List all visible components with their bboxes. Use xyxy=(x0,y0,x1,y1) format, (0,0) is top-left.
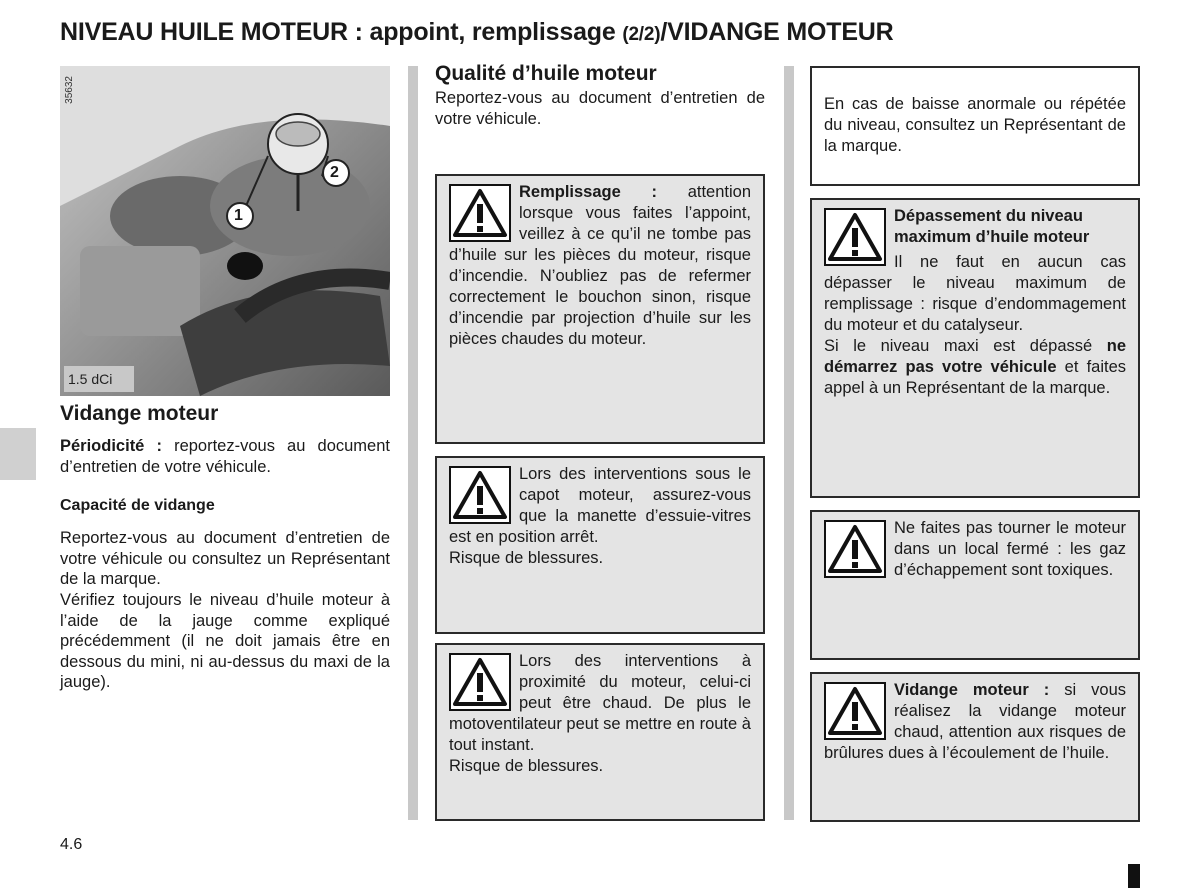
warning-triangle-icon xyxy=(824,682,886,740)
warning-moteur-chaud xyxy=(435,643,765,821)
chapter-tab xyxy=(0,428,36,480)
warning-capot-risk: Risque de blessures. xyxy=(449,549,604,567)
warning-triangle-icon xyxy=(449,466,511,524)
warning-triangle-icon xyxy=(824,520,886,578)
warning-gaz xyxy=(810,510,1140,660)
warning-depassement xyxy=(810,198,1140,498)
warning-remplissage-body: attention lorsque vous faites l’appoint, veillez à ce qu’il ne tombe pas d’huile sur les pièces du moteur, risque d’incendie. N’oubliez pas de refermer correctement le bouchon sinon, risque d’incendie par projection d’huile sur les pièces chaudes du moteur. xyxy=(449,183,752,348)
warning-depassement-text2 xyxy=(824,336,1126,399)
warning-triangle-icon xyxy=(449,653,511,711)
callout-1: 1 xyxy=(234,207,243,224)
capacite-paragraph: Reportez-vous au document d’entretien de votre véhicule ou consultez un Représentant de la marque. xyxy=(60,529,390,588)
periodicite-paragraph xyxy=(60,436,390,477)
column-divider-left xyxy=(408,66,418,820)
warning-depassement-text2-a: Si le niveau maxi est dépassé xyxy=(824,337,1107,355)
title-end: /VIDANGE MOTEUR xyxy=(660,18,894,46)
capacite-title: Capacité de vidange xyxy=(60,497,215,514)
qualite-paragraph: Reportez-vous au document d’entretien de votre véhicule. xyxy=(435,89,765,128)
info-baisse-niveau-text: En cas de baisse anormale ou répétée du niveau, consultez un Représentant de la marque. xyxy=(824,95,1126,155)
callout-2: 2 xyxy=(330,164,339,181)
title-page-count: (2/2) xyxy=(622,24,661,45)
warning-depassement-text: Il ne faut en aucun cas dépasser le niveau maximum de remplissage : risque d’endommagement du moteur et du catalyseur. xyxy=(824,253,1126,334)
warning-vidange-chaud xyxy=(810,672,1140,822)
corner-mark xyxy=(1128,864,1140,888)
warning-depassement-title: Dépassement du niveau maximum d’huile moteur xyxy=(894,207,1090,246)
warning-remplissage xyxy=(435,174,765,444)
warning-vidange-chaud-body: si vous réalisez la vidange moteur chaud, attention aux risques de brûlures dues à l’écoulement de l’huile. xyxy=(824,681,1126,762)
warning-remplissage-label: Remplissage : xyxy=(519,183,657,201)
qualite-title: Qualité d’huile moteur xyxy=(435,62,657,85)
info-baisse-niveau xyxy=(810,66,1140,186)
warning-vidange-chaud-label: Vidange moteur : xyxy=(894,681,1050,699)
warning-depassement-text2-c: et faites appel à un Représentant de la marque. xyxy=(824,358,1127,397)
verifiez-paragraph: Vérifiez toujours le niveau d’huile moteur à l’aide de la jauge comme expliqué précédemment (il ne doit jamais être en dessous du mini, ni au-dessus du maxi de la jauge). xyxy=(60,591,390,691)
warning-triangle-icon xyxy=(824,208,886,266)
warning-gaz-text: Ne faites pas tourner le moteur dans un local fermé : les gaz d’échappement sont toxiques. xyxy=(894,519,1126,579)
warning-moteur-chaud-risk: Risque de blessures. xyxy=(449,757,604,775)
column-divider-right xyxy=(784,66,794,820)
warning-capot xyxy=(435,456,765,634)
warning-triangle-icon xyxy=(449,184,511,242)
engine-illustration xyxy=(60,66,390,396)
page-title xyxy=(60,18,894,47)
vidange-title: Vidange moteur xyxy=(60,402,219,425)
title-main: NIVEAU HUILE MOTEUR : appoint, remplissage xyxy=(60,18,623,46)
engine-photo xyxy=(60,66,390,396)
warning-moteur-chaud-text: Lors des interventions à proximité du moteur, celui-ci peut être chaud. De plus le motoventilateur peut se mettre en route à tout instant. xyxy=(449,652,751,754)
page-number: 4.6 xyxy=(60,836,83,853)
engine-label: 1.5 dCi xyxy=(68,371,113,387)
photo-id: 35632 xyxy=(64,76,75,104)
periodicite-text: reportez-vous au document d’entretien de votre véhicule. xyxy=(60,437,390,476)
warning-capot-text: Lors des interventions sous le capot moteur, assurez-vous que la manette d’essuie-vitres est en position arrêt. xyxy=(449,465,751,546)
warning-depassement-text2-bold: ne démarrez pas votre véhicule xyxy=(824,337,1126,376)
periodicite-label: Périodicité : xyxy=(60,437,162,455)
